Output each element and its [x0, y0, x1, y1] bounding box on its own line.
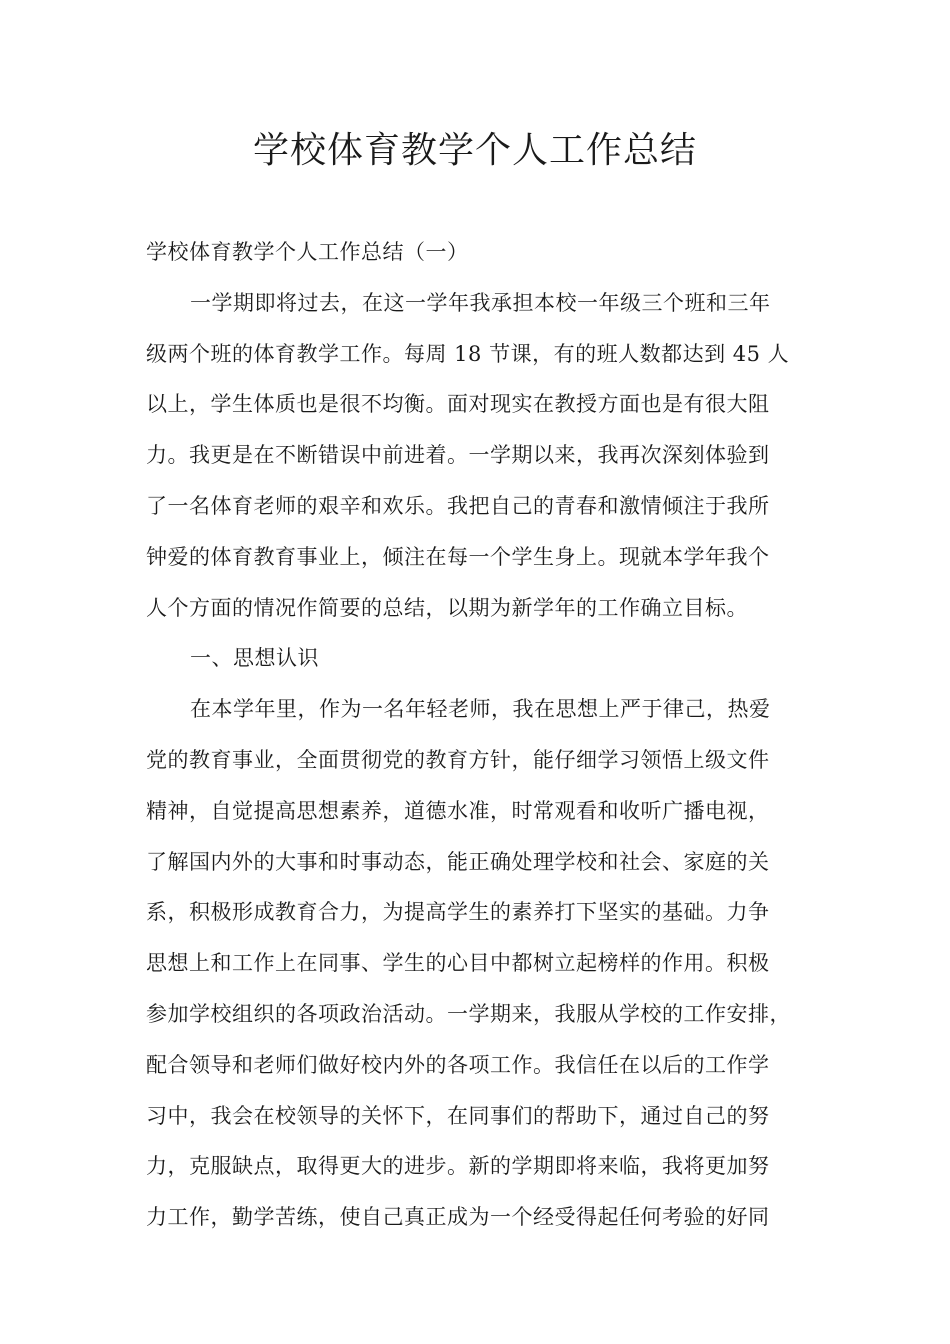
text-line: 以上，学生体质也是很不均衡。面对现实在教授方面也是有很大阻: [146, 392, 770, 417]
text-line: 力工作，勤学苦练，使自己真正成为一个经受得起任何考验的好同: [146, 1205, 770, 1230]
text-line: 配合领导和老师们做好校内外的各项工作。我信任在以后的工作学: [146, 1052, 770, 1077]
text-line: 钟爱的体育教育事业上，倾注在每一个学生身上。现就本学年我个: [146, 544, 770, 569]
text-line: 了一名体育老师的艰辛和欢乐。我把自己的青春和激情倾注于我所: [146, 493, 770, 518]
text-line: 力。我更是在不断错误中前进着。一学期以来，我再次深刻体验到: [146, 443, 770, 468]
text-line: 一学期即将过去，在这一学年我承担本校一年级三个班和三年: [190, 290, 771, 315]
text-line: 党的教育事业，全面贯彻党的教育方针，能仔细学习领悟上级文件: [146, 747, 770, 772]
document-body: [146, 227, 810, 1243]
text-line: 参加学校组织的各项政治活动。一学期来，我服从学校的工作安排，: [146, 1001, 791, 1026]
text-line: 精神，自觉提高思想素养，道德水准，时常观看和收听广播电视，: [146, 798, 770, 823]
text-line: 一、思想认识: [190, 646, 319, 671]
text-line: 人个方面的情况作简要的总结，以期为新学年的工作确立目标。: [146, 595, 748, 620]
text-line: 力，克服缺点，取得更大的进步。新的学期即将来临，我将更加努: [146, 1154, 770, 1179]
text-line: 思想上和工作上在同事、学生的心目中都树立起榜样的作用。积极: [146, 951, 770, 976]
text-line: 系，积极形成教育合力，为提高学生的素养打下坚实的基础。力争: [146, 900, 770, 925]
text-line: 了解国内外的大事和时事动态，能正确处理学校和社会、家庭的关: [146, 849, 770, 874]
document-title: 学校体育教学个人工作总结: [252, 130, 697, 171]
text-line: 在本学年里，作为一名年轻老师，我在思想上严于律己，热爱: [190, 697, 771, 722]
section-heading: 学校体育教学个人工作总结（一）: [146, 240, 469, 264]
text-line: 级两个班的体育教学工作。每周 18 节课，有的班人数都达到 45 人: [146, 341, 790, 366]
text-line: 习中，我会在校领导的关怀下，在同事们的帮助下，通过自己的努: [146, 1103, 770, 1128]
